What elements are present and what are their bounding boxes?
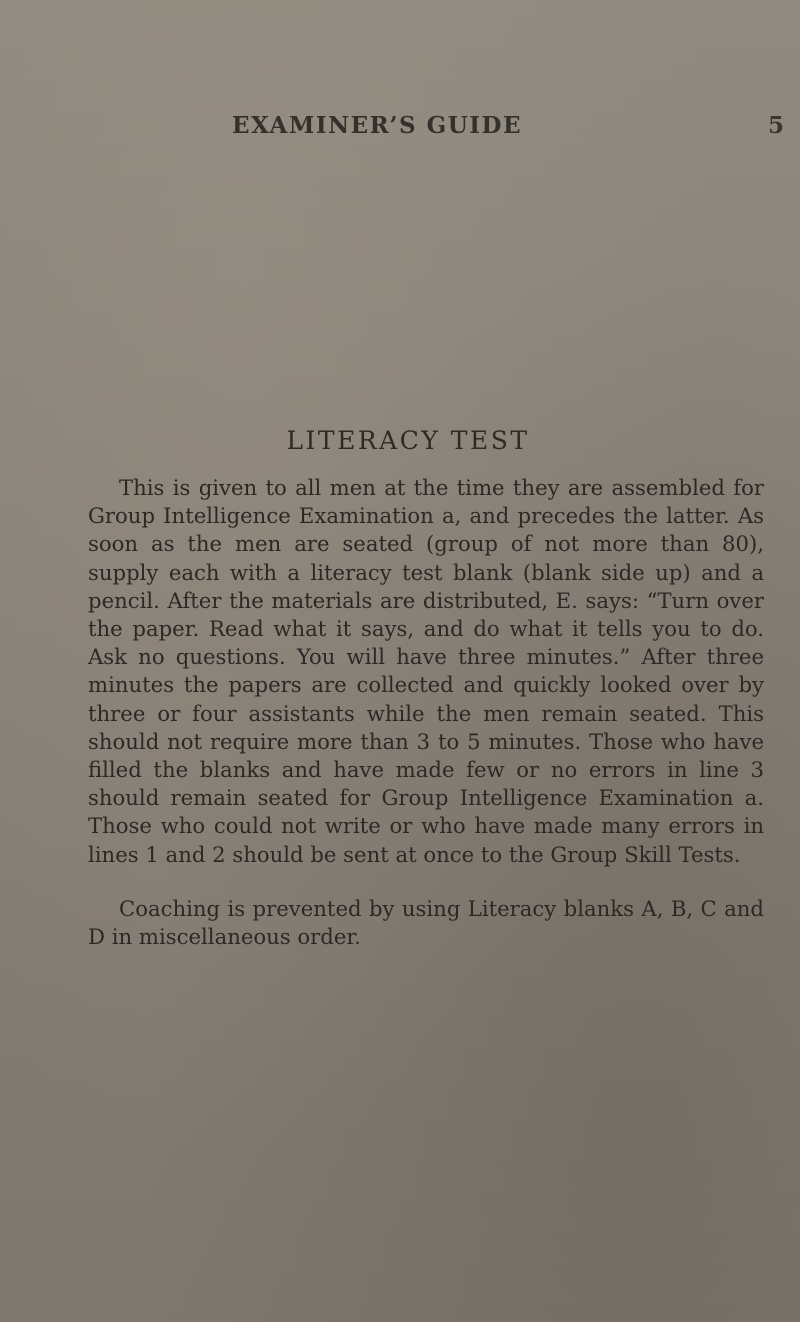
- body-text: [88, 474, 764, 951]
- paragraph: This is given to all men at the time they are assembled for Group Intelligence Examination a, and precedes the latter. As soon as the men are seated (group of not more than 80), supply each with a literacy test blank (blank side up) and a pencil. After the materials are distributed, E. says: “Turn over the paper. Read what it says, and do what it tells you to do. Ask no questions. You will have three minutes.” After three minutes the papers are collected and quickly looked over by three or four assistants while the men remain seated. This should not require more than 3 to 5 minutes. Those who have filled the blanks and have made few or no errors in line 3 should remain seated for Group Intelligence Examination a. Those who could not write or who have made many errors in lines 1 and 2 should be sent at once to the Group Skill Tests.: [88, 475, 764, 867]
- page-number: 5: [768, 112, 785, 139]
- paragraph: Coaching is prevented by using Literacy blanks A, B, C and D in miscellaneous order.: [88, 895, 764, 950]
- section-title: LITERACY TEST: [286, 426, 530, 455]
- running-head: [0, 112, 800, 146]
- running-title: EXAMINER’S GUIDE: [232, 112, 523, 139]
